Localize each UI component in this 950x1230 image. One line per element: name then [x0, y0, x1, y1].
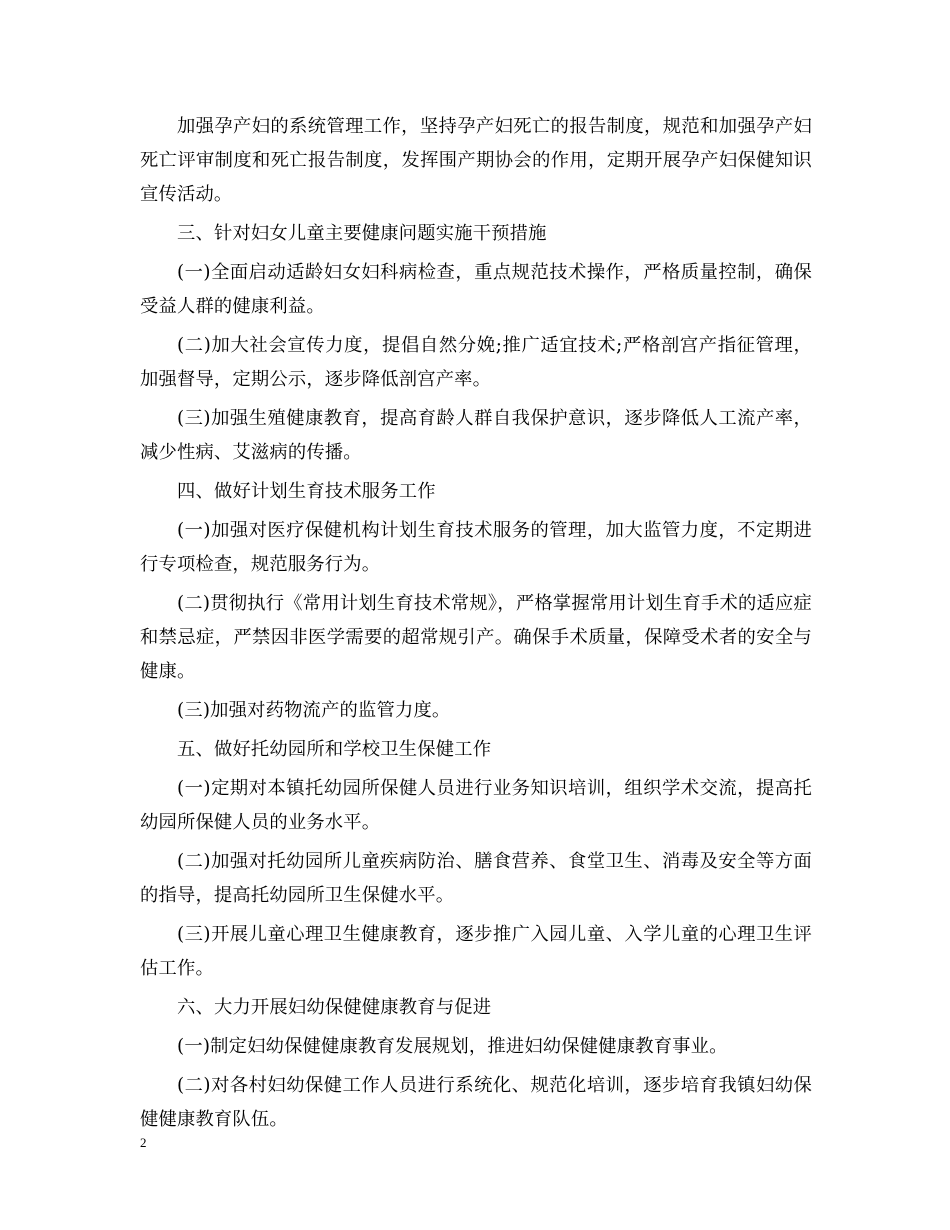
page-number: 2	[140, 1135, 147, 1150]
paragraph: 加强孕产妇的系统管理工作，坚持孕产妇死亡的报告制度，规范和加强孕产妇死亡评审制度和死亡报告制度，发挥围产期协会的作用，定期开展孕产妇保健知识宣传活动。	[140, 116, 812, 205]
paragraph: (三)开展儿童心理卫生健康教育，逐步推广入园儿童、入学儿童的心理卫生评估工作。	[140, 924, 812, 979]
paragraph: (二)加大社会宣传力度，提倡自然分娩;推广适宜技术;严格剖宫产指征管理，加强督导，定期公示，逐步降低剖宫产率。	[140, 335, 812, 390]
paragraph: (三)加强生殖健康教育，提高育龄人群自我保护意识，逐步降低人工流产率，减少性病、艾滋病的传播。	[140, 408, 812, 463]
document-body	[140, 110, 812, 1142]
section-heading: 五、做好托幼园所和学校卫生保健工作	[177, 739, 492, 760]
paragraph: (三)加强对药物流产的监管力度。	[177, 700, 451, 721]
paragraph: (二)对各村妇幼保健工作人员进行系统化、规范化培训，逐步培育我镇妇幼保健健康教育队伍。	[140, 1075, 812, 1130]
section-heading: 四、做好计划生育技术服务工作	[177, 481, 436, 502]
section-heading: 六、大力开展妇幼保健健康教育与促进	[177, 997, 492, 1018]
paragraph: (一)定期对本镇托幼园所保健人员进行业务知识培训，组织学术交流，提高托幼园所保健人员的业务水平。	[140, 778, 812, 833]
paragraph: (一)全面启动适龄妇女妇科病检查，重点规范技术操作，严格质量控制，确保受益人群的健康利益。	[140, 262, 812, 317]
section-heading: 三、针对妇女儿童主要健康问题实施干预措施	[177, 223, 547, 244]
paragraph: (一)加强对医疗保健机构计划生育技术服务的管理，加大监管力度，不定期进行专项检查，规范服务行为。	[140, 520, 812, 575]
paragraph: (二)加强对托幼园所儿童疾病防治、膳食营养、食堂卫生、消毒及安全等方面的指导，提高托幼园所卫生保健水平。	[140, 851, 812, 906]
paragraph: (二)贯彻执行《常用计划生育技术常规》，严格掌握常用计划生育手术的适应症和禁忌症，严禁因非医学需要的超常规引产。确保手术质量，保障受术者的安全与健康。	[140, 593, 812, 682]
paragraph: (一)制定妇幼保健健康教育发展规划，推进妇幼保健健康教育事业。	[177, 1036, 728, 1057]
